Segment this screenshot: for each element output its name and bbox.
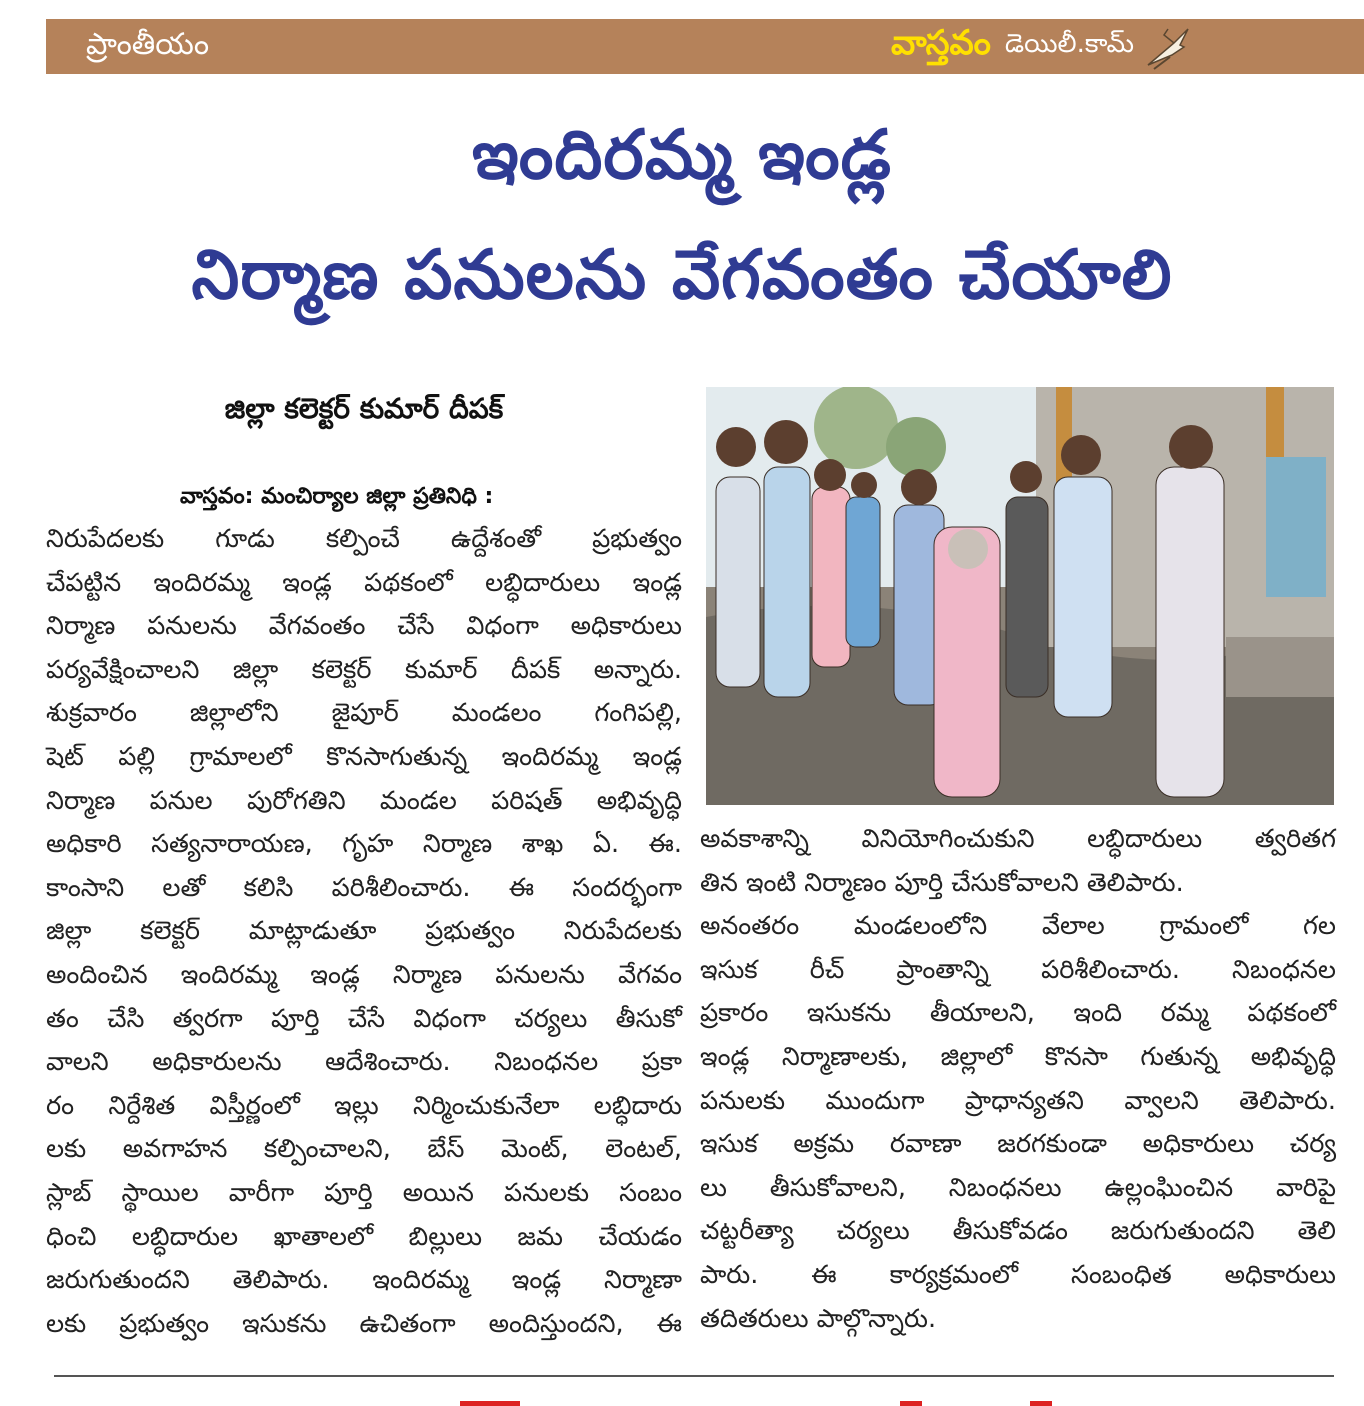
article-line: తిన ఇంటి నిర్మాణం పూర్తి చేసుకోవాలని తెలిపారు. — [700, 867, 1184, 898]
article-line: చట్టరీత్యా చర్యలు తీసుకోవడం జరుగుతుందని తెలి — [700, 1216, 1336, 1247]
headline-line-1: ఇందిరమ్మ ఇండ్ల — [472, 116, 892, 195]
article-line: ఇసుక అక్రమ రవాణా జరగకుండా అధికారులు చర్య — [700, 1129, 1336, 1160]
article-line: ఇండ్ల నిర్మాణాలకు, జిల్లాలో కొనసా గుతున్న అభివృద్ధి — [700, 1041, 1336, 1072]
article-line: నిరుపేదలకు గూడు కల్పించే ఉద్దేశంతో ప్రభుత్వం — [46, 524, 682, 554]
footer-divider — [54, 1375, 1334, 1377]
article-line: శుక్రవారం జిల్లాలోని జైపూర్ మండలం గంగిపల్లి, — [46, 698, 682, 729]
article-line: జరుగుతుందని తెలిపారు. ఇందిరమ్మ ఇండ్ల నిర్మాణా — [46, 1265, 682, 1296]
inspection-photo-illustration — [706, 387, 1334, 805]
article-line: కాంసాని లతో కలిసి పరిశీలించారు. ఈ సందర్భంగా — [46, 872, 682, 903]
article-line: అవకాశాన్ని వినియోగించుకుని లబ్ధిదారులు త్వరితగ — [700, 824, 1336, 854]
article-line: ధించి లబ్ధిదారుల ఖాతాలలో బిల్లులు జమ చేయడం — [46, 1221, 682, 1252]
article-line: తదితరులు పాల్గొన్నారు. — [700, 1303, 937, 1334]
article-line: వాలని అధికారులను ఆదేశించారు. నిబంధనల ప్రకా — [46, 1047, 682, 1078]
article-line: అనంతరం మండలంలోని వేలాల గ్రామంలో గల — [700, 911, 1336, 942]
article-line: లకు ప్రభుత్వం ఇసుకను ఉచితంగా అందిస్తుందని, ఈ — [46, 1308, 682, 1339]
article-line: నిర్మాణ పనులను వేగవంతం చేసే విధంగా అధికారులు — [46, 611, 682, 642]
dateline: వాస్తవం: మంచిర్యాల జిల్లా ప్రతినిధి : — [180, 484, 494, 509]
article-line: స్లాబ్ స్థాయిల వారీగా పూర్తి అయిన పనులకు సంబం — [46, 1177, 682, 1208]
article-line: నిర్మాణ పనుల పురోగతిని మండల పరిషత్ అభివృద్ధి — [46, 785, 682, 816]
article-column-2 — [700, 818, 1336, 1341]
article-line: పనులకు ముందుగా ప్రాధాన్యతని వ్వాలని తెలిపారు. — [700, 1085, 1336, 1116]
article-line: చేపట్టిన ఇందిరమ్మ ఇండ్ల పథకంలో లబ్ధిదారులు ఇండ్ల — [46, 567, 682, 598]
brand-name: వాస్తవం — [891, 23, 991, 63]
headline-line-2: నిర్మాణ పనులను వేగవంతం చేయాలి — [191, 236, 1173, 315]
article-line: పర్యవేక్షించాలని జిల్లా కలెక్టర్ కుమార్ దీపక్ అన్నారు. — [46, 654, 682, 685]
article-line: షెట్ పల్లి గ్రామాలలో కొనసాగుతున్న ఇందిరమ్మ ఇండ్ల — [46, 741, 682, 772]
article-line: లకు అవగాహన కల్పించాలని, బేస్ మెంట్, లెంటల్, — [46, 1134, 682, 1165]
article-column-1 — [46, 518, 682, 1346]
article-line: అందించిన ఇందిరమ్మ ఇండ్ల నిర్మాణ పనులను వేగవం — [46, 959, 682, 990]
article-line: రం నిర్దేశిత విస్తీర్ణంలో ఇల్లు నిర్మించుకునేలా లబ్ధిదారు — [46, 1090, 682, 1121]
article-line: లు తీసుకోవాలని, నిబంధనలు ఉల్లంఘించిన వారిపై — [700, 1172, 1336, 1203]
footer-cropped-marks — [0, 1396, 1364, 1406]
bird-logo-icon — [1144, 25, 1192, 71]
brand-domain: డెయిలీ.కామ్ — [1004, 29, 1134, 59]
article-line: ఇసుక రీచ్ ప్రాంతాన్ని పరిశీలించారు. నిబంధనల — [700, 954, 1336, 985]
article-line: ప్రకారం ఇసుకను తీయాలని, ఇంది రమ్మ పథకంలో — [700, 998, 1336, 1029]
byline: జిల్లా కలెక్టర్ కుమార్ దీపక్ — [224, 392, 504, 425]
article-line: తం చేసి త్వరగా పూర్తి చేసే విధంగా చర్యలు తీసుకో — [46, 1003, 682, 1034]
article-line: అధికారి సత్యనారాయణ, గృహ నిర్మాణ శాఖ ఏ. ఈ. — [46, 829, 682, 860]
news-photo — [706, 387, 1334, 805]
section-name: ప్రాంతీయం — [86, 27, 210, 62]
article-line: పారు. ఈ కార్యక్రమంలో సంబంధిత అధికారులు — [700, 1259, 1336, 1290]
article-line: జిల్లా కలెక్టర్ మాట్లాడుతూ ప్రభుత్వం నిరుపేదలకు — [46, 916, 682, 947]
brand[interactable] — [891, 24, 1134, 70]
section-header-bar — [46, 19, 1364, 74]
